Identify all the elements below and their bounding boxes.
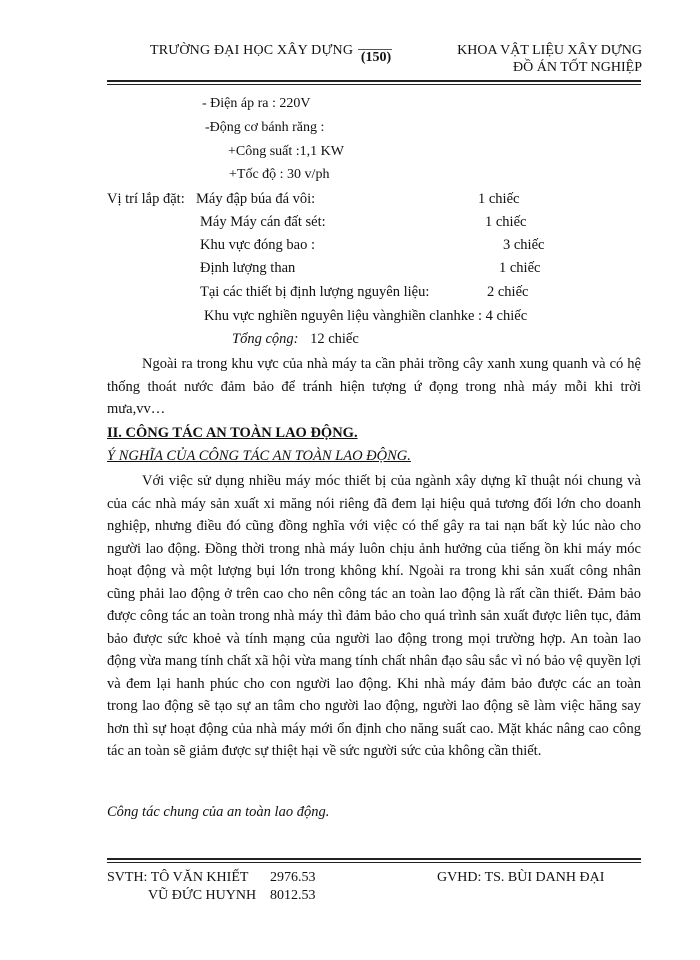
intro-paragraph [107, 353, 641, 421]
intro-paragraph-text: Ngoài ra trong khu vực của nhà máy ta cần phải trồng cây xanh xung quanh và có hệ thống thoát nước đảm bảo để tránh hiện tượng ứ đọng trong nhà máy mỗi khi trời mưa,vv… [107, 356, 641, 417]
location-item-qty: 1 chiếc [499, 260, 541, 276]
location-item-name: Khu vực nghiền nguyên liệu vànghiền clanhke : 4 chiếc [204, 308, 528, 324]
main-paragraph-text: Với việc sử dụng nhiều máy móc thiết bị của ngành xây dựng kĩ thuật nói chung và của các nhà máy sản xuất xi măng nói riêng đã đem lại hiệu quả tương đối lớn cho doanh nghiệp, nhưng điều đó cũng đồng nghĩa với việc có thể gây ra tai nạn bất kỳ lúc nào cho người lao động. Đồng thời trong nhà máy luôn chịu ảnh hưởng của tiếng ồn khi máy móc hoạt động và một lượng bụi lớn trong không khí. Ngoài ra trong khi sản xuất công nhân cũng phải lao động ở trên cao cho nên công tác an toàn lao động là rất cần thiết. Đảm bảo được công tác an toàn trong nhà máy thì đảm bảo cho quá trình sản xuất được liên tục, đảm bảo được sức khoẻ và tính mạng của người lao động trong mọi trường hợp. An toàn lao động vừa mang tính chất xã hội vừa mang tính chất nhân đạo sâu sắc vì nó bảo vệ quyền lợi và đem lại hanh phúc cho con người lao động. Khi nhà máy đảm bảo được các an toàn trong lao động sẽ tạo sự an tâm cho người lao động, người lao động sẽ làm việc hăng say hơn thì sự hoạt động của nhà máy mới ổn định cho năng suất cao. Mặt khác nâng cao công tác an toàn sẽ giảm được sự thiệt hại về sức người sức của không cần thiết. [107, 473, 641, 759]
footer-student1: SVTH: TÔ VĂN KHIẾT [107, 870, 249, 885]
location-item-qty: 1 chiếc [485, 214, 527, 230]
total-label: Tổng cộng: [232, 331, 299, 347]
faculty-name: KHOA VẬT LIỆU XÂY DỰNG [457, 43, 642, 58]
location-label: Vị trí lắp đặt: [107, 191, 185, 207]
location-item-name: Khu vực đóng bao : [200, 237, 315, 253]
footer-rule [107, 858, 641, 860]
footer-student1-id: 2976.53 [270, 870, 316, 885]
spec-voltage: - Điện áp ra : 220V [202, 96, 311, 111]
footer-student2: VŨ ĐỨC HUYNH [148, 888, 257, 903]
location-item-qty: 2 chiếc [487, 284, 529, 300]
location-item-name: Định lượng than [200, 260, 296, 276]
header-rule [107, 80, 641, 82]
location-total [232, 331, 359, 348]
main-paragraph [107, 470, 641, 763]
section-heading: II. CÔNG TÁC AN TOÀN LAO ĐỘNG. [107, 425, 358, 441]
header-rule-thin [107, 84, 641, 85]
footer-rule-thin [107, 862, 641, 863]
footer-supervisor: GVHD: TS. BÙI DANH ĐẠI [437, 870, 605, 885]
school-name: TRƯỜNG ĐẠI HỌC XÂY DỰNG [150, 43, 354, 58]
location-item-name: Máy Máy cán đất sét: [200, 214, 326, 230]
location-item-qty: 1 chiếc [478, 191, 520, 207]
location-item-qty: 3 chiếc [503, 237, 545, 253]
total-value: 12 chiếc [310, 331, 359, 347]
page-number: (150) [360, 50, 392, 65]
project-title: ĐỒ ÁN TỐT NGHIỆP [513, 60, 642, 75]
spec-motor: -Động cơ bánh răng : [205, 120, 325, 135]
spec-speed: +Tốc độ : 30 v/ph [229, 167, 330, 182]
footer-student2-id: 8012.53 [270, 888, 316, 903]
sub-section-title: Công tác chung của an toàn lao động. [107, 804, 330, 820]
sub-heading: Ý NGHĨA CỦA CÔNG TÁC AN TOÀN LAO ĐỘNG. [107, 448, 411, 464]
location-item-name: Tại các thiết bị định lượng nguyên liệu: [200, 284, 430, 300]
spec-power: +Công suất :1,1 KW [228, 144, 344, 159]
location-item-name: Máy đập búa đá vôi: [196, 191, 316, 207]
